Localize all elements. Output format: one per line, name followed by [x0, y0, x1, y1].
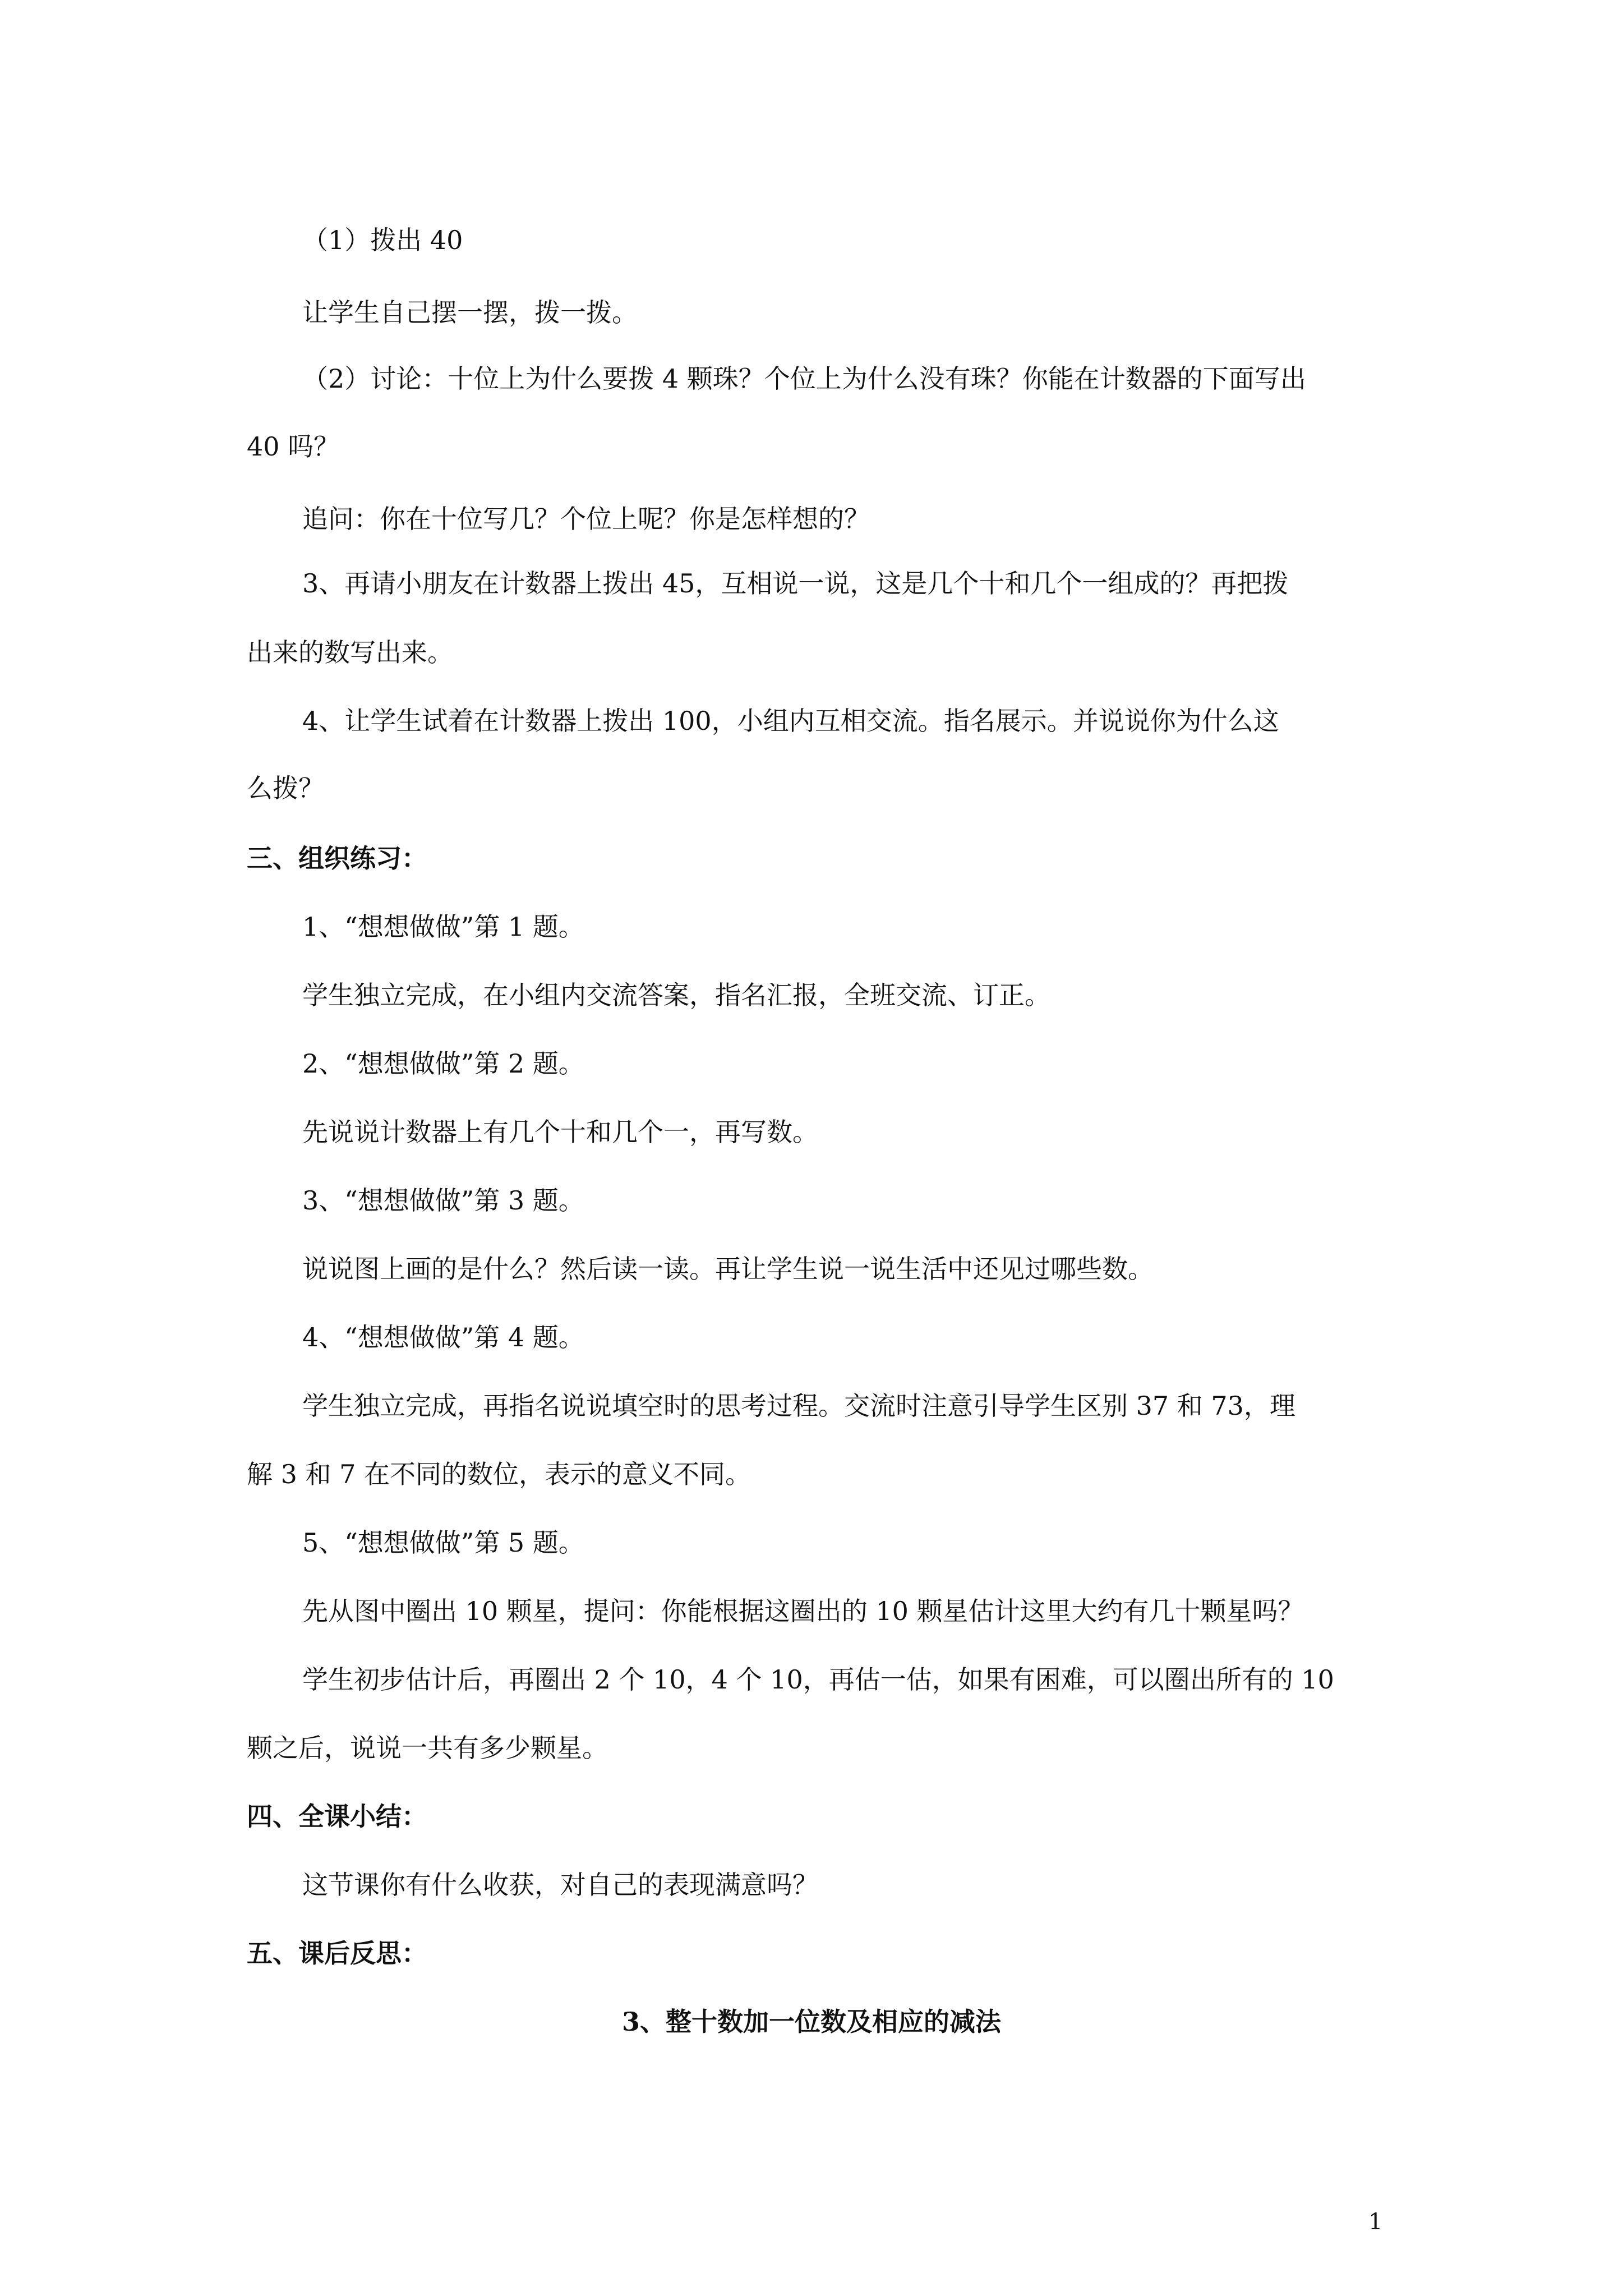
paragraph-line: 么拨？	[247, 773, 324, 803]
section-heading: 三、组织练习：	[247, 843, 427, 873]
paragraph-line: （2）讨论：十位上为什么要拨 4 颗珠？个位上为什么没有珠？你能在计数器的下面写出	[302, 364, 1306, 394]
paragraph-line: 追问：你在十位写几？个位上呢？你是怎样想的？	[302, 504, 870, 534]
paragraph-line: 3、“想想做做”第 3 题。	[302, 1185, 584, 1216]
section-heading: 五、课后反思：	[247, 1938, 427, 1968]
paragraph-line: 40 吗？	[247, 431, 340, 462]
paragraph-line: 这节课你有什么收获，对自己的表现满意吗？	[302, 1870, 818, 1900]
paragraph-line: 3、再请小朋友在计数器上拨出 45，互相说一说，这是几个十和几个一组成的？再把拨	[302, 568, 1289, 599]
paragraph-line: 4、“想想做做”第 4 题。	[302, 1322, 584, 1352]
paragraph-line: 解 3 和 7 在不同的数位，表示的意义不同。	[247, 1459, 751, 1489]
paragraph-line: 颗之后，说说一共有多少颗星。	[247, 1733, 608, 1763]
paragraph-line: 让学生自己摆一摆，拨一拨。	[302, 297, 638, 328]
lesson-title: 3、整十数加一位数及相应的减法	[621, 2007, 1001, 2037]
paragraph-line: 出来的数写出来。	[247, 637, 453, 668]
paragraph-line: 先说说计数器上有几个十和几个一，再写数。	[302, 1117, 818, 1147]
paragraph-line: 学生初步估计后，再圈出 2 个 10，4 个 10，再估一估，如果有困难，可以圈出所有的 10	[302, 1664, 1334, 1695]
paragraph-line: 学生独立完成，再指名说说填空时的思考过程。交流时注意引导学生区别 37 和 73，理	[302, 1391, 1295, 1421]
paragraph-line: 学生独立完成，在小组内交流答案，指名汇报，全班交流、订正。	[302, 980, 1050, 1010]
section-heading: 四、全课小结：	[247, 1801, 427, 1832]
paragraph-line: 5、“想想做做”第 5 题。	[302, 1527, 584, 1558]
paragraph-line: 2、“想想做做”第 2 题。	[302, 1048, 584, 1079]
paragraph-line: 说说图上画的是什么？然后读一读。再让学生说一说生活中还见过哪些数。	[302, 1254, 1154, 1284]
paragraph-line: （1）拨出 40	[302, 225, 463, 255]
page-number: 1	[1368, 2209, 1383, 2235]
paragraph-line: 先从图中圈出 10 颗星，提问：你能根据这圈出的 10 颗星估计这里大约有几十颗星吗？	[302, 1596, 1304, 1626]
paragraph-line: 4、让学生试着在计数器上拨出 100，小组内互相交流。指名展示。并说说你为什么这	[302, 706, 1279, 736]
paragraph-line: 1、“想想做做”第 1 题。	[302, 912, 584, 942]
